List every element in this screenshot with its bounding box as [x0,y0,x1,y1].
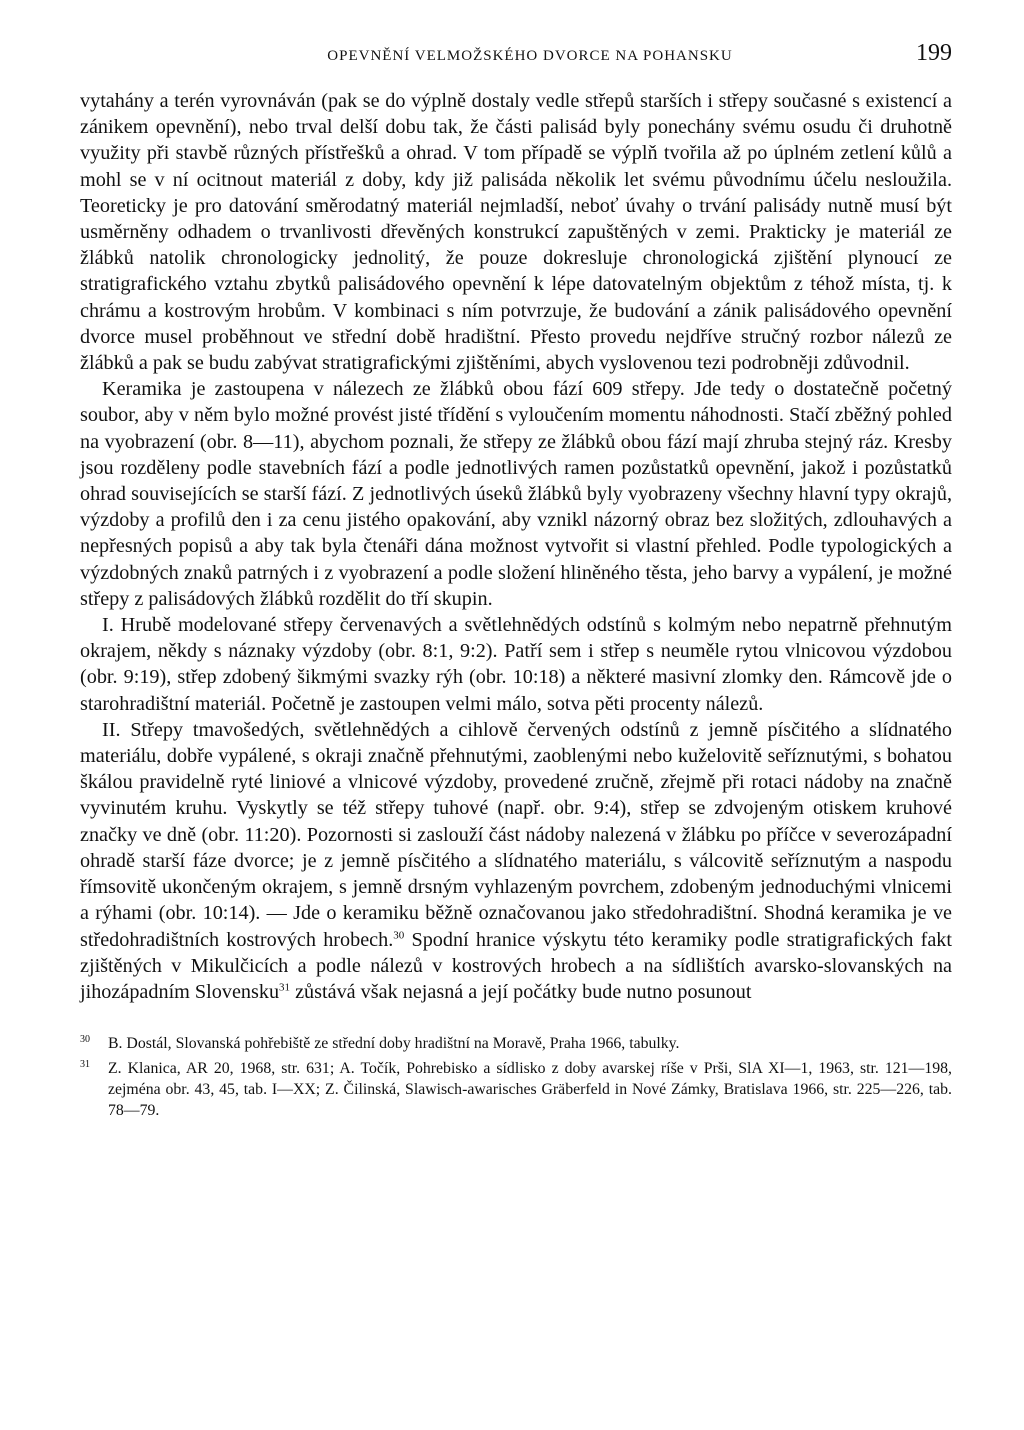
page [80,40,952,1121]
footnote-mark: 30 [80,1034,90,1046]
running-head [80,40,952,80]
footnote-ref-30: 30 [393,928,405,941]
paragraph-4-part-a: II. Střepy tmavošedých, světlehnědých a cihlově červených odstínů z jemně písčitého a slídnatého materiálu, dobře vypálené, s okraji značně přehnutými, zaoblenými nebo kuželovitě seříznutými, s bohatou škálou pravidelně ryté liniové a vlnicové výzdoby, provedené zručně, zřejmě při rotaci nádoby na značně vyvinutém kruhu. Vyskytly se též střepy tuhové (např. obr. 9:4), střep se zdvojeným otiskem kruhové značky ve dně (obr. 11:20). Pozornosti si zaslouží část nádoby nalezená v žlábku po příčce v severozápadní ohradě starší fáze dvorce; je z jemně písčitého a slídnatého materiálu, s válcovitě seříznutým a naspodu římsovitě ukončeným okrajem, s jemně drsným vyhlazeným povrchem, zdobeným jednoduchými vlnicemi a rýhami (obr. 10:14). — Jde o keramiku běžně označovanou jako středohradištní. Shodná keramika je ve středohradištních kostrových hrobech. [80,718,952,951]
paragraph-3: I. Hrubě modelované střepy červenavých a světlehnědých odstínů s kolmým nebo nepatrně přehnutým okrajem, někdy s náznaky výzdoby (obr. 8:1, 9:2). Patří sem i střep s neuměle rytou vlnicovou výzdobou (obr. 9:19), střep zdobený šikmými svazky rýh (obr. 10:18) a některé masivní zlomky den. Rámcově jde o starohradištní materiál. Početně je zastoupen velmi málo, sotva pěti procenty nálezů. [80,614,952,715]
footnotes [80,1029,952,1121]
footnote [80,1029,952,1054]
footnote [80,1054,952,1121]
footnote-ref-31: 31 [279,981,291,994]
paragraph-4-part-b: Spodní hranice výskytu této keramiky podle stratigrafických fakt zjištěných v Mikulčicích a podle nálezů v kostrových hrobech a na sídlištích avarsko-slovanských na jihozápadním Slovensku [80,928,953,1003]
page-number: 199 [916,40,952,66]
body-text [80,88,952,1005]
paragraph-2: Keramika je zastoupena v nálezech ze žlábků obou fází 609 střepy. Jde tedy o dostatečně početný soubor, aby v něm bylo možné provést jisté třídění s vyloučením momentu náhodnosti. Stačí zběžný pohled na vyobrazení (obr. 8—11), abychom poznali, že střepy ze žlábků obou fází mají zhruba stejný ráz. Kresby jsou rozděleny podle stavebních fází a podle jednotlivých ramen pozůstatků opevnění, jakož i pozůstatků ohrad souvisejících se starší fází. Z jednotlivých úseků žlábků byly vyobrazeny všechny hlavní typy okrajů, výzdoby a profilů den i za cenu jistého opakování, aby vznikl názorný obraz bez složitých, zdlouhavých a nepřesných popisů a aby tak byla čtenáři dána možnost vytvořit si vlastní přehled. Podle typologických a výzdobných znaků patrných i z vyobrazení a podle složení hliněného těsta, jeho barvy a vypálení, je možné střepy z palisádových žlábků rozdělit do tří skupin. [80,378,952,610]
footnote-mark: 31 [80,1059,90,1071]
paragraph-4-part-c: zůstává však nejasná a její počátky bude nutno posunout [290,980,752,1003]
paragraph-1: vytahány a terén vyrovnáván (pak se do výplně dostaly vedle střepů starších i střepy současné s existencí a zánikem opevnění), nebo trval delší dobu tak, že části palisád byly ponechány svému osudu či druhotně využity při stavbě různých přístřešků a ohrad. V tom případě se výplň tvořila až po úplném zetlení kůlů a mohl se v ní ocitnout materiál z doby, kdy již palisáda několik let svému původnímu účelu nesloužila. Teoreticky je pro datování směrodatný materiál nejmladší, neboť úvahy o trvání palisády nutně musí být usměrněny odhadem o trvanlivosti dřevěných konstrukcí zapuštěných v zemi. Prakticky je materiál ze žlábků natolik chronologicky jednolitý, že pouze dokresluje chronologická zjištění plynoucí ze stratigrafického vztahu zbytků palisádového opevnění k lépe datovatelným objektům z téhož místa, tj. k chrámu a kostrovým hrobům. V kombinaci s ním potvrzuje, že budování a zánik palisádového opevnění dvorce musel proběhnout ve střední době hradištní. Přesto provedu nejdříve stručný rozbor nálezů ze žlábků a pak se budu zabývat stratigrafickými zjištěními, abych vyslovenou tezi podrobněji zdůvodnil. [80,90,952,375]
running-title: OPEVNĚNÍ VELMOŽSKÉHO DVORCE NA POHANSKU [327,48,733,64]
paragraph-4 [80,717,952,1005]
footnote-text: Z. Klanica, AR 20, 1968, str. 631; A. Točík, Pohrebisko a sídlisko z doby avarskej ríše v Prši, SlA XI—1, 1963, str. 121—198, zejména obr. 43, 45, tab. I—XX; Z. Čilinská, Slawisch-awarisches Gräberfeld in Nové Zámky, Bratislava 1966, str. 225—226, tab. 78—79. [108,1060,952,1120]
footnote-text: B. Dostál, Slovanská pohřebiště ze střední doby hradištní na Moravě, Praha 1966, tabulky. [108,1035,680,1053]
